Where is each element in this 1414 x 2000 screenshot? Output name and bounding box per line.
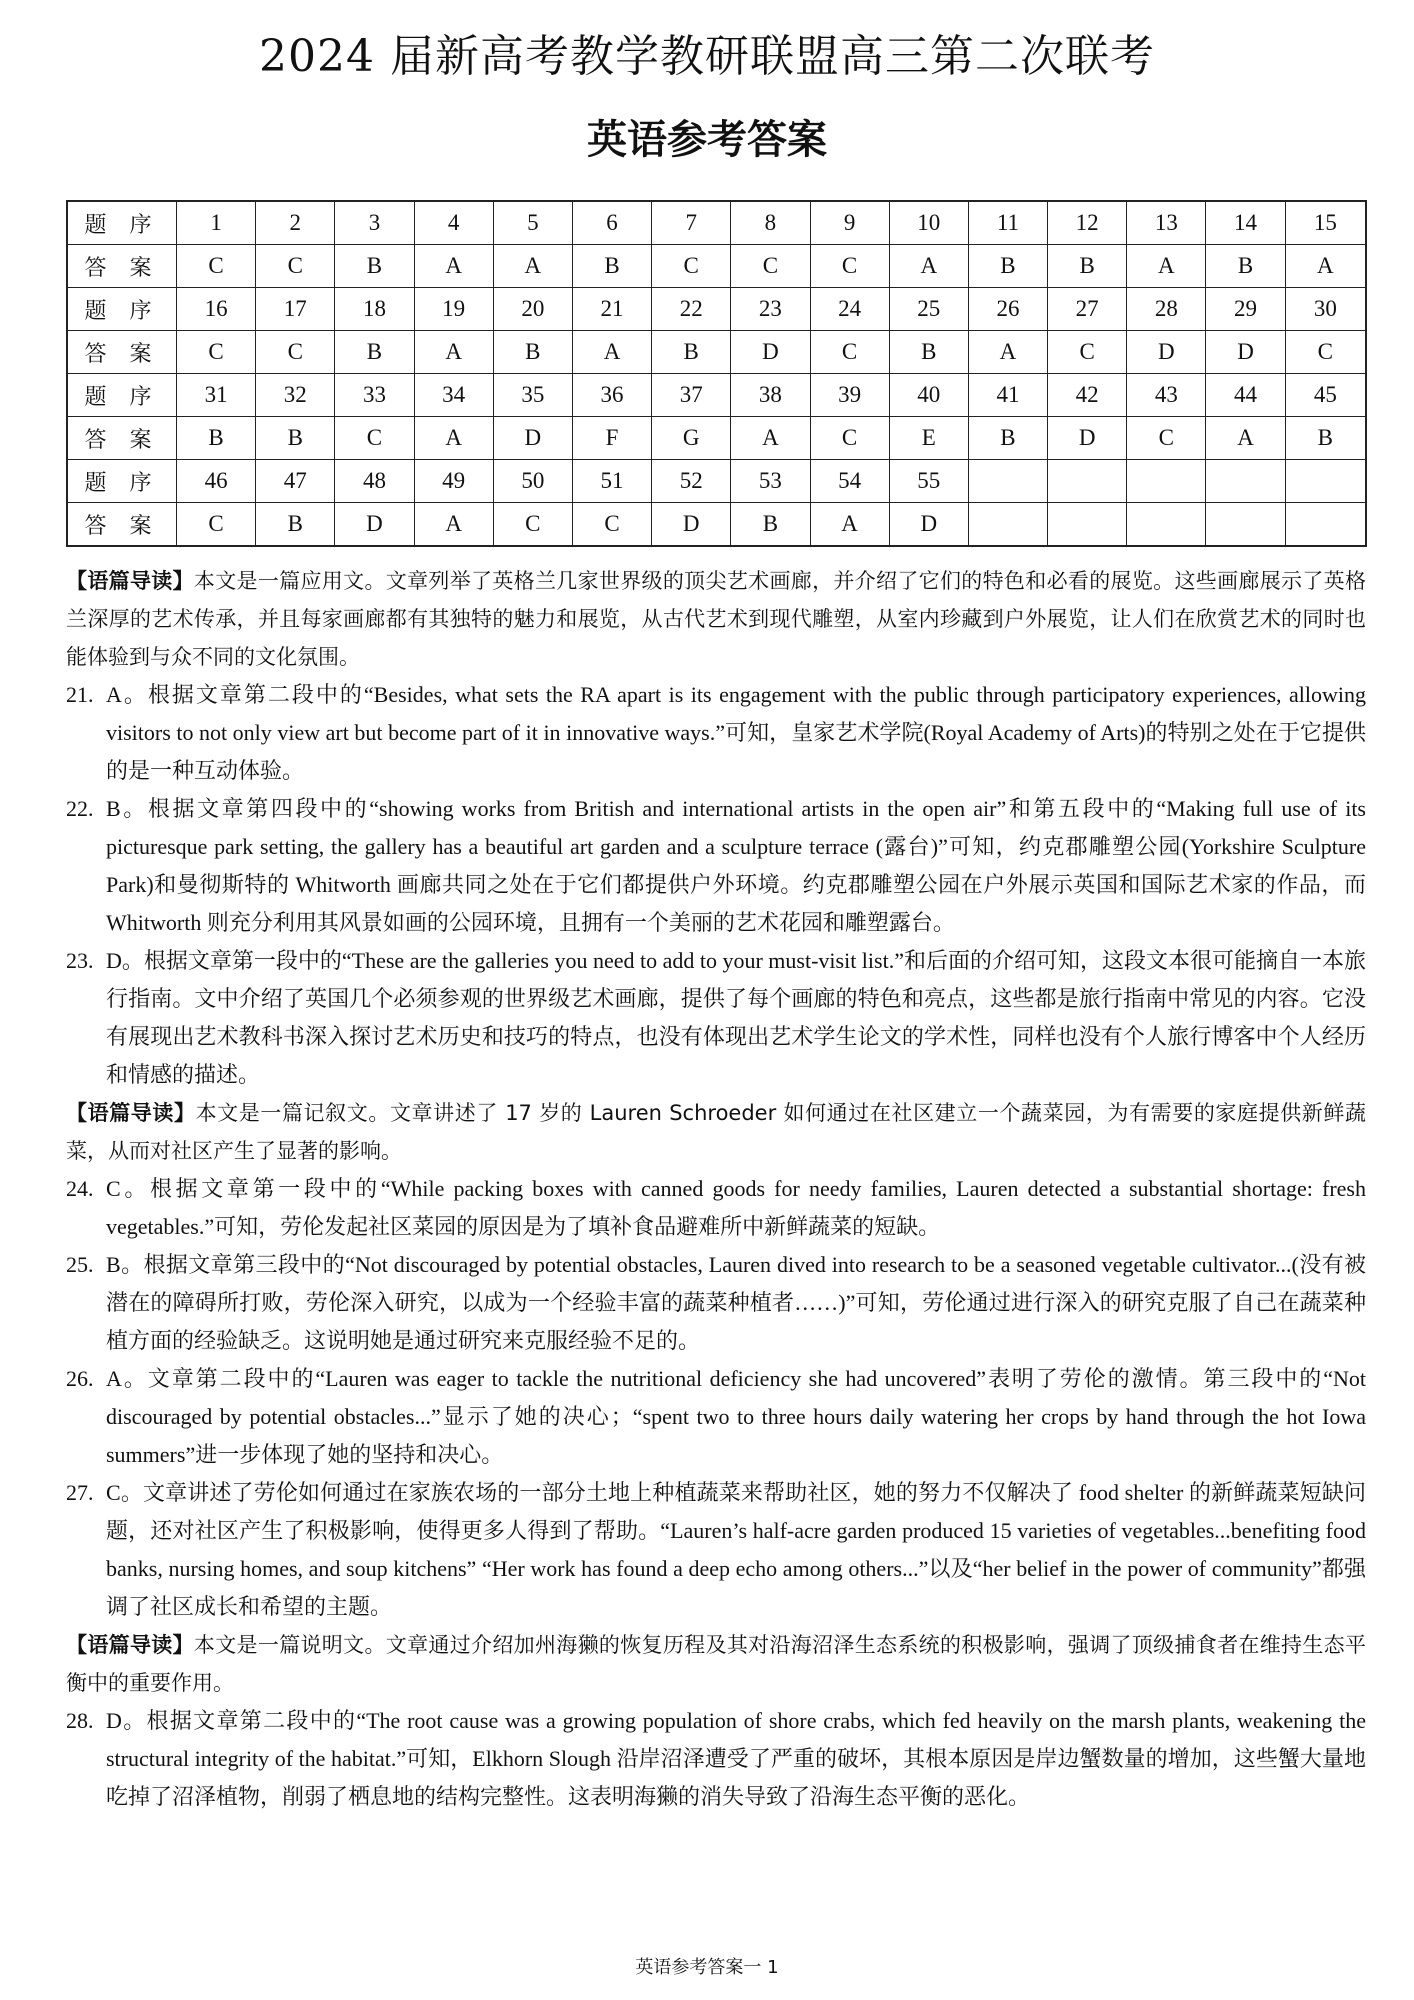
row-label-question: 题 序 [67,460,177,503]
question-number-cell: 36 [572,374,651,417]
answer-cell: C [335,417,414,460]
answer-cell [1127,503,1206,547]
answer-cell: C [810,331,889,374]
answer-cell: D [652,503,731,547]
page-footer: 英语参考答案一 1 [635,1957,779,1978]
answer-cell: A [572,331,651,374]
question-number-cell: 27 [1048,288,1127,331]
passage-guide-text: 本文是一篇记叙文。文章讲述了 17 岁的 Lauren Schroeder 如何通过在社区建立一个蔬菜园，为有需要的家庭提供新鲜蔬菜，从而对社区产生了显著的影响。 [66,1101,1366,1163]
answer-explanation [66,676,1366,790]
question-number-cell: 41 [968,374,1047,417]
question-number: 25. [66,1252,94,1277]
answer-cell [1285,503,1366,547]
answer-cell: A [414,331,493,374]
question-number-cell: 40 [889,374,968,417]
question-number-cell: 55 [889,460,968,503]
question-number: 26. [66,1366,94,1391]
answer-cell: A [810,503,889,547]
answer-cell: C [1048,331,1127,374]
question-number-cell [968,460,1047,503]
question-number-cell: 17 [256,288,335,331]
question-number-cell: 46 [177,460,256,503]
answer-cell: C [1127,417,1206,460]
question-number-cell: 44 [1206,374,1285,417]
answer-cell [1048,503,1127,547]
answer-cell [968,503,1047,547]
question-number-cell: 10 [889,201,968,245]
question-number-cell: 30 [1285,288,1366,331]
question-number-cell: 24 [810,288,889,331]
passage-guide-tag: 【语篇导读】 [66,569,194,593]
answer-cell: C [731,245,810,288]
answer-row [67,245,1366,288]
explanation-text: B。根据文章第三段中的“Not discouraged by potential obstacles, Lauren dived into research to be a seasoned vegetable cultivator...(没有被潜在的障碍所打败，劳伦深入研究，以成为一个经验丰富的蔬菜种植者……)”可知，劳伦通过进行深入的研究克服了自己在蔬菜种植方面的经验缺乏。这说明她是通过研究来克服经验不足的。 [106,1252,1366,1353]
row-label-answer: 答 案 [67,417,177,460]
passage-guide [66,1094,1366,1170]
question-number-cell: 18 [335,288,414,331]
question-number-cell [1285,460,1366,503]
question-number-cell: 28 [1127,288,1206,331]
question-number-cell: 35 [493,374,572,417]
answer-explanation [66,1246,1366,1360]
explanation-text: B。根据文章第四段中的“showing works from British and international artists in the open air”和第五段中的“Making full use of its picturesque park setting, the gallery has a beautiful art garden and a sculpture terrace (露台)”可知，约克郡雕塑公园(Yorkshire Sculpture Park)和曼彻斯特的 Whitworth 画廊共同之处在于它们都提供户外环境。约克郡雕塑公园在户外展示英国和国际艺术家的作品，而 Whitworth 则充分利用其风景如画的公园环境，且拥有一个美丽的艺术花园和雕塑露台。 [106,796,1366,935]
answer-cell: B [652,331,731,374]
answer-cell: C [256,331,335,374]
answer-cell: F [572,417,651,460]
passage-guide [66,1626,1366,1702]
answer-cell: C [652,245,731,288]
question-number-cell: 26 [968,288,1047,331]
explanation-text: A。根据文章第二段中的“Besides, what sets the RA apart is its engagement with the public through participatory experiences, allowing visitors to not only view art but become part of it in innovative ways.”可知，皇家艺术学院(Royal Academy of Arts)的特别之处在于它提供的是一种互动体验。 [106,682,1366,783]
question-number-row [67,460,1366,503]
answer-cell: A [414,503,493,547]
question-number: 27. [66,1480,94,1505]
answer-cell: B [1285,417,1366,460]
answer-explanation [66,790,1366,942]
explanation-text: D。根据文章第一段中的“These are the galleries you need to add to your must-visit list.”和后面的介绍可知，这段文本很可能摘自一本旅行指南。文中介绍了英国几个必须参观的世界级艺术画廊，提供了每个画廊的特色和亮点，这些都是旅行指南中常见的内容。它没有展现出艺术教科书深入探讨艺术历史和技巧的特点，也没有体现出艺术学生论文的学术性，同样也没有个人旅行博客中个人经历和情感的描述。 [106,948,1366,1087]
question-number-row [67,288,1366,331]
explanation-text: A。文章第二段中的“Lauren was eager to tackle the nutritional deficiency she had uncovered”表明了劳伦的激情。第三段中的“Not discouraged by potential obstacles...”显示了她的决心；“spent two to three hours daily watering her crops by hand through the hot Iowa summers”进一步体现了她的坚持和决心。 [106,1366,1366,1467]
row-label-answer: 答 案 [67,331,177,374]
question-number-cell: 51 [572,460,651,503]
answer-explanation [66,942,1366,1094]
question-number-cell: 32 [256,374,335,417]
question-number-cell: 47 [256,460,335,503]
question-number-cell: 19 [414,288,493,331]
answer-cell: G [652,417,731,460]
question-number-cell: 5 [493,201,572,245]
answer-cell: C [493,503,572,547]
question-number-cell: 9 [810,201,889,245]
question-number-cell: 8 [731,201,810,245]
passage-guide-text: 本文是一篇说明文。文章通过介绍加州海獭的恢复历程及其对沿海沼泽生态系统的积极影响，强调了顶级捕食者在维持生态平衡中的重要作用。 [66,1633,1367,1695]
question-number-cell: 49 [414,460,493,503]
row-label-question: 题 序 [67,201,177,245]
question-number-cell: 16 [177,288,256,331]
answer-cell: D [731,331,810,374]
answer-cell: D [889,503,968,547]
answer-cell: D [1048,417,1127,460]
explanation-text: C。文章讲述了劳伦如何通过在家族农场的一部分土地上种植蔬菜来帮助社区，她的努力不仅解决了 food shelter 的新鲜蔬菜短缺问题，还对社区产生了积极影响，使得更多人得到了帮助。“Lauren’s half-acre garden produced 15 varieties of vegetables...benefiting food banks, nursing homes, and soup kitchens” “Her work has found a deep echo among others...”以及“her belief in the power of community”都强调了社区成长和希望的主题。 [106,1480,1366,1619]
answer-explanation [66,1474,1366,1626]
question-number-cell: 42 [1048,374,1127,417]
question-number-cell: 37 [652,374,731,417]
row-label-question: 题 序 [67,374,177,417]
row-label-question: 题 序 [67,288,177,331]
question-number-cell: 29 [1206,288,1285,331]
page-subtitle: 英语参考答案 [587,117,827,163]
answer-table [66,200,1367,547]
question-number-cell: 21 [572,288,651,331]
question-number: 28. [66,1708,94,1733]
question-number: 23. [66,948,94,973]
question-number-cell: 11 [968,201,1047,245]
question-number-cell: 13 [1127,201,1206,245]
answer-cell: B [968,245,1047,288]
question-number: 24. [66,1176,94,1201]
answer-cell: A [493,245,572,288]
question-number-cell: 31 [177,374,256,417]
question-number-cell: 4 [414,201,493,245]
question-number-cell: 12 [1048,201,1127,245]
question-number-cell: 50 [493,460,572,503]
answer-cell: D [493,417,572,460]
answer-cell: A [731,417,810,460]
question-number: 22. [66,796,94,821]
explanation-text: C。根据文章第一段中的“While packing boxes with canned goods for needy families, Lauren detected a substantial shortage: fresh vegetables.”可知，劳伦发起社区菜园的原因是为了填补食品避难所中新鲜蔬菜的短缺。 [106,1176,1366,1239]
answer-cell: A [414,245,493,288]
question-number-row [67,201,1366,245]
question-number-cell: 53 [731,460,810,503]
answer-row [67,503,1366,547]
answer-cell: B [968,417,1047,460]
explanations [66,562,1366,1816]
question-number-cell: 22 [652,288,731,331]
answer-explanation [66,1702,1366,1816]
answer-row [67,417,1366,460]
answer-cell: D [1206,331,1285,374]
answer-cell: C [572,503,651,547]
question-number-cell: 43 [1127,374,1206,417]
question-number-cell: 15 [1285,201,1366,245]
question-number-cell [1127,460,1206,503]
explanation-text: D。根据文章第二段中的“The root cause was a growing population of shore crabs, which fed heavily on the marsh plants, weakening the structural integrity of the habitat.”可知，Elkhorn Slough 沿岸沼泽遭受了严重的破坏，其根本原因是岸边蟹数量的增加，这些蟹大量地吃掉了沼泽植物，削弱了栖息地的结构完整性。这表明海獭的消失导致了沿海生态平衡的恶化。 [106,1708,1366,1809]
question-number: 21. [66,682,94,707]
question-number-row [67,374,1366,417]
answer-explanation [66,1360,1366,1474]
answer-cell: D [335,503,414,547]
answer-cell: B [493,331,572,374]
question-number-cell: 6 [572,201,651,245]
passage-guide [66,562,1366,676]
answer-cell: D [1127,331,1206,374]
question-number-cell: 1 [177,201,256,245]
question-number-cell: 14 [1206,201,1285,245]
answer-explanation [66,1170,1366,1246]
answer-cell: A [414,417,493,460]
answer-cell: B [1048,245,1127,288]
row-label-answer: 答 案 [67,245,177,288]
question-number-cell: 38 [731,374,810,417]
question-number-cell: 25 [889,288,968,331]
question-number-cell: 48 [335,460,414,503]
question-number-cell: 54 [810,460,889,503]
answer-cell: A [889,245,968,288]
answer-cell: A [1285,245,1366,288]
answer-cell: A [1206,417,1285,460]
answer-cell: B [335,331,414,374]
question-number-cell: 20 [493,288,572,331]
question-number-cell: 45 [1285,374,1366,417]
row-label-answer: 答 案 [67,503,177,547]
answer-cell: C [177,503,256,547]
answer-cell: B [731,503,810,547]
question-number-cell [1206,460,1285,503]
answer-cell: B [256,503,335,547]
answer-cell: B [177,417,256,460]
question-number-cell: 3 [335,201,414,245]
answer-cell: C [810,245,889,288]
page-title: 2024 届新高考教学教研联盟高三第二次联考 [259,31,1155,82]
passage-guide-tag: 【语篇导读】 [66,1633,194,1657]
question-number-cell: 34 [414,374,493,417]
question-number-cell: 2 [256,201,335,245]
question-number-cell: 52 [652,460,731,503]
answer-cell: C [810,417,889,460]
answer-cell: B [889,331,968,374]
answer-cell: B [572,245,651,288]
answer-cell: C [256,245,335,288]
answer-cell: E [889,417,968,460]
answer-cell: B [1206,245,1285,288]
answer-row [67,331,1366,374]
question-number-cell: 23 [731,288,810,331]
answer-cell: B [256,417,335,460]
question-number-cell: 7 [652,201,731,245]
answer-cell: B [335,245,414,288]
passage-guide-text: 本文是一篇应用文。文章列举了英格兰几家世界级的顶尖艺术画廊，并介绍了它们的特色和必看的展览。这些画廊展示了英格兰深厚的艺术传承，并且每家画廊都有其独特的魅力和展览，从古代艺术到现代雕塑，从室内珍藏到户外展览，让人们在欣赏艺术的同时也能体验到与众不同的文化氛围。 [66,569,1367,669]
answer-cell: A [968,331,1047,374]
answer-cell: A [1127,245,1206,288]
answer-cell: C [177,245,256,288]
question-number-cell: 33 [335,374,414,417]
question-number-cell [1048,460,1127,503]
answer-cell: C [177,331,256,374]
answer-cell [1206,503,1285,547]
question-number-cell: 39 [810,374,889,417]
passage-guide-tag: 【语篇导读】 [66,1101,196,1125]
answer-cell: C [1285,331,1366,374]
